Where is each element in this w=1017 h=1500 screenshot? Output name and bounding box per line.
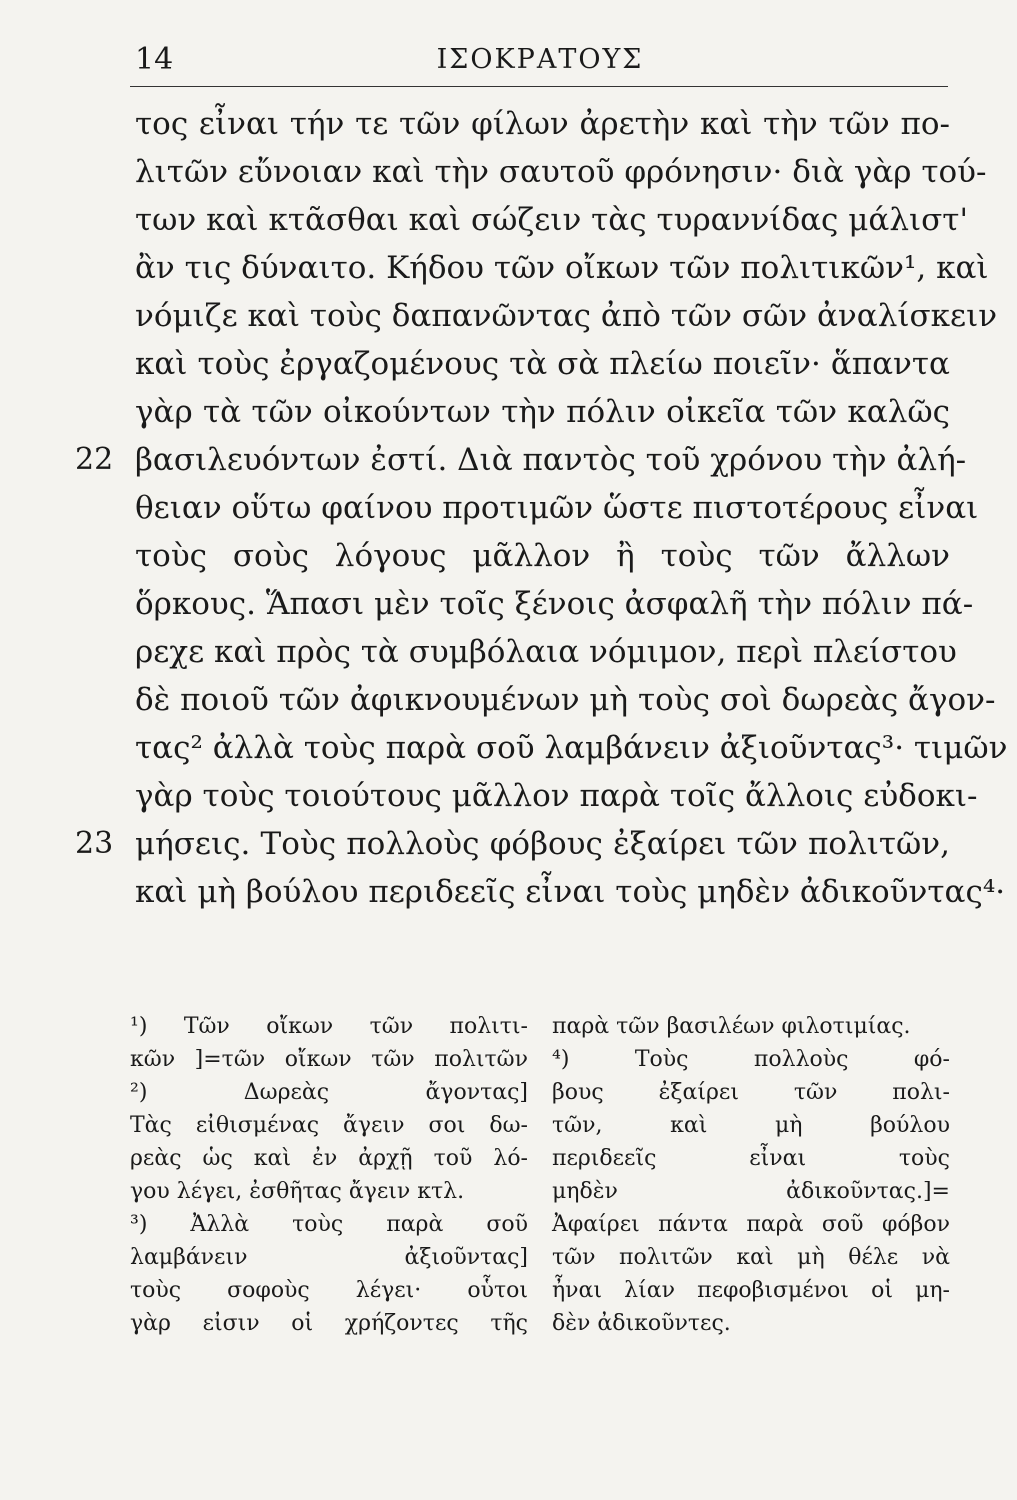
text-line: νόμιζε καὶ τοὺς δαπανῶντας ἀπὸ τῶν σῶν ἀναλίσκειν (135, 298, 998, 334)
text-line: γὰρ τοὺς τοιούτους μᾶλλον παρὰ τοῖς ἄλλοις εὐδοκι- (135, 778, 978, 814)
footnote-line: ἦναι λίαν πεφοβισμένοι οἱ μη- (552, 1278, 950, 1303)
text-line: ὅρκους. Ἅπασι μὲν τοῖς ξένοις ἀσφαλῆ τὴν πόλιν πά- (135, 586, 974, 622)
text-line: μήσεις. Τοὺς πολλοὺς φόβους ἐξαίρει τῶν πολιτῶν, (135, 826, 950, 862)
footnote-line: ²) Δωρεὰς ἄγοντας] (130, 1080, 528, 1105)
text-line: καὶ μὴ βούλου περιδεεῖς εἶναι τοὺς μηδὲν ἀδικοῦντας⁴· (135, 874, 1006, 910)
main-text (75, 100, 1008, 916)
footnotes-left-column (130, 1010, 528, 1340)
text-line: τας² ἀλλὰ τοὺς παρὰ σοῦ λαμβάνειν ἀξιοῦντας³· τιμῶν (135, 730, 1008, 766)
footnote-line: γου λέγει, ἐσθῆτας ἄγειν κτλ. (130, 1179, 465, 1204)
text-line: τοὺς σοὺς λόγους μᾶλλον ἢ τοὺς τῶν ἄλλων (135, 538, 950, 574)
footnote-line: Τὰς εἰθισμένας ἄγειν σοι δω- (130, 1113, 528, 1138)
footnote-line: τοὺς σοφοὺς λέγει· οὗτοι (130, 1278, 528, 1303)
footnote-line: παρὰ τῶν βασιλέων φιλοτιμίας. (552, 1014, 911, 1039)
footnote-line: Ἀφαίρει πάντα παρὰ σοῦ φόβον (552, 1212, 950, 1237)
section-number-23: 23 (75, 826, 114, 861)
footnote-line: δὲν ἀδικοῦντες. (552, 1311, 731, 1336)
text-line: των καὶ κτᾶσθαι καὶ σώζειν τὰς τυραννίδας μάλιστ' (135, 202, 968, 238)
footnotes (130, 1010, 950, 1340)
footnote-line: ρεὰς ὡς καὶ ἐν ἀρχῇ τοῦ λό- (130, 1146, 528, 1171)
text-line: δὲ ποιοῦ τῶν ἀφικνουμένων μὴ τοὺς σοὶ δωρεὰς ἄγον- (135, 682, 996, 718)
footnote-line: περιδεεῖς εἶναι τοὺς (552, 1146, 950, 1171)
text-line: ἂν τις δύναιτο. Κήδου τῶν οἴκων τῶν πολιτικῶν¹, καὶ (135, 250, 989, 286)
text-line: λιτῶν εὔνοιαν καὶ τὴν σαυτοῦ φρόνησιν· διὰ γὰρ τού- (135, 154, 987, 190)
footnote-line: λαμβάνειν ἀξιοῦντας] (130, 1245, 528, 1270)
header-rule (130, 86, 948, 87)
page-number: 14 (135, 42, 174, 77)
footnote-line: τῶν πολιτῶν καὶ μὴ θέλε νὰ (552, 1245, 950, 1270)
footnote-line: βους ἐξαίρει τῶν πολι- (552, 1080, 950, 1105)
footnote-line: τῶν, καὶ μὴ βούλου (552, 1113, 950, 1138)
footnote-line: ¹) Τῶν οἴκων τῶν πολιτι- (130, 1014, 528, 1039)
footnote-line: ³) Ἀλλὰ τοὺς παρὰ σοῦ (130, 1212, 528, 1237)
footnote-line: κῶν ]=τῶν οἴκων τῶν πολιτῶν (130, 1047, 528, 1072)
text-line-with-section (75, 820, 950, 868)
text-line: βασιλευόντων ἐστί. Διὰ παντὸς τοῦ χρόνου τὴν ἀλή- (135, 442, 967, 478)
text-line: τος εἶναι τήν τε τῶν φίλων ἀρετὴν καὶ τὴν τῶν πο- (135, 106, 950, 142)
text-line: καὶ τοὺς ἐργαζομένους τὰ σὰ πλείω ποιεῖν· ἅπαντα (135, 346, 950, 382)
footnote-line: μηδὲν ἀδικοῦντας.]= (552, 1179, 950, 1204)
footnotes-right-column (552, 1010, 950, 1340)
footnote-line: ⁴) Τοὺς πολλοὺς φό- (552, 1047, 950, 1072)
section-number-22: 22 (75, 442, 114, 477)
text-line: θειαν οὕτω φαίνου προτιμῶν ὥστε πιστοτέρους εἶναι (135, 490, 979, 526)
text-line: γὰρ τὰ τῶν οἰκούντων τὴν πόλιν οἰκεῖα τῶν καλῶς (135, 394, 950, 430)
text-line-with-section (75, 436, 967, 484)
running-title: ΙΣΟΚΡΑΤΟΥΣ (436, 44, 644, 75)
text-line: ρεχε καὶ πρὸς τὰ συμβόλαια νόμιμον, περὶ πλείστου (135, 634, 957, 670)
page-header (135, 42, 945, 82)
footnote-line: γὰρ εἰσιν οἱ χρήζοντες τῆς (130, 1311, 528, 1336)
